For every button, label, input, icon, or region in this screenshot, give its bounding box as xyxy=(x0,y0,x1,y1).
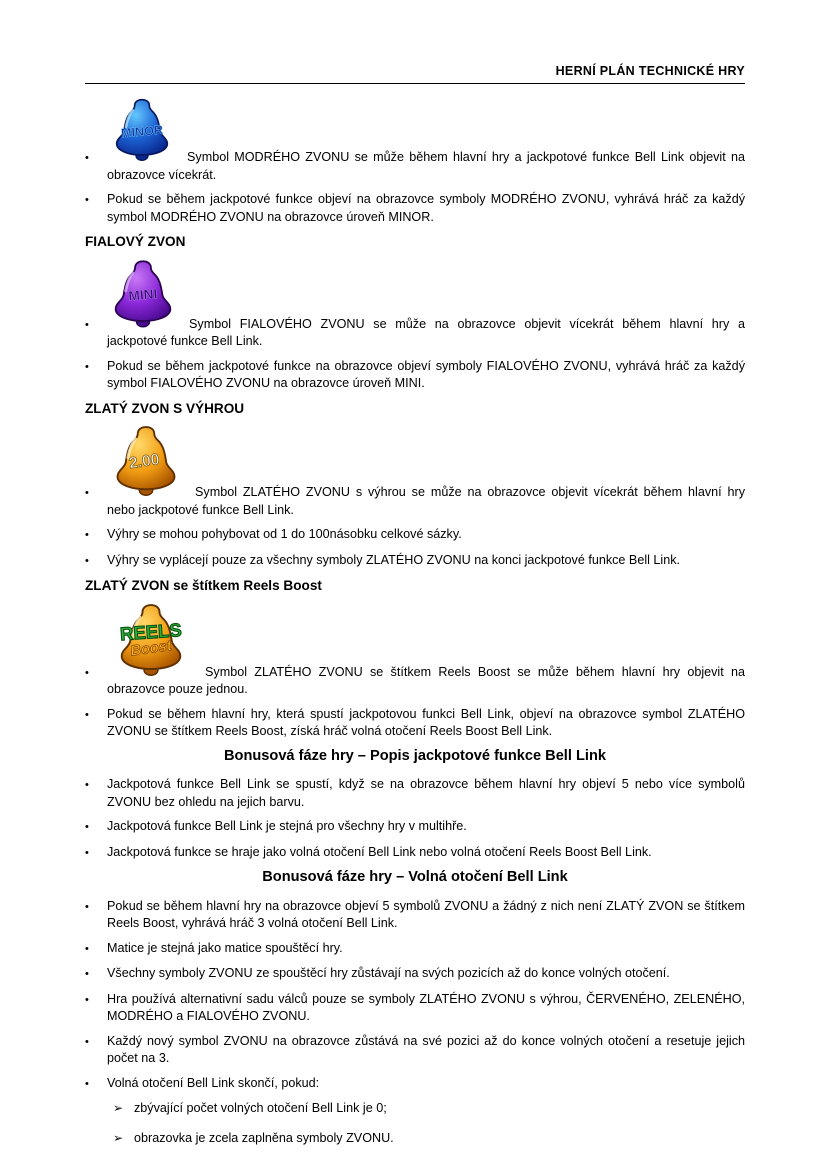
paragraph xyxy=(107,258,745,351)
section-heading: ZLATÝ ZVON se štítkem Reels Boost xyxy=(85,578,322,593)
list-item xyxy=(85,1033,745,1068)
list-item xyxy=(85,358,745,393)
bullet-icon: • xyxy=(85,900,89,913)
paragraph-text: Symbol MODRÉHO ZVONU se může během hlavní hry a jackpotové funkce Bell Link objevit na obrazovce vícekrát. xyxy=(107,150,745,182)
bell-label: MINI xyxy=(127,285,158,304)
header-rule xyxy=(85,83,745,84)
bullet-icon: • xyxy=(85,487,89,499)
paragraph-text: Všechny symboly ZVONU ze spouštěcí hry zůstávají na svých pozicích až do konce volných otočení. xyxy=(107,966,670,980)
list-item xyxy=(85,940,745,959)
list-item xyxy=(85,552,745,571)
bell-label-bottom: Boost xyxy=(129,637,173,660)
list-item xyxy=(85,706,745,741)
bell-label: MINOR xyxy=(120,122,164,141)
list-item xyxy=(85,258,745,351)
list-item xyxy=(85,898,745,933)
paragraph-text: Symbol ZLATÉHO ZVONU s výhrou se může na obrazovce objevit vícekrát během hlavní hry nebo jackpotové funkce Bell Link. xyxy=(107,485,745,517)
paragraph-text: Jackpotová funkce Bell Link se spustí, když se na obrazovce během hlavní hry objeví 5 nebo více symbolů ZVONU bez ohledu na jejich barvu. xyxy=(107,777,745,809)
list-item xyxy=(85,776,745,811)
bullet-icon: • xyxy=(85,779,89,791)
paragraph-text: Volná otočení Bell Link skončí, pokud: xyxy=(107,1075,320,1090)
paragraph-text: obrazovka je zcela zaplněna symboly ZVONU. xyxy=(134,1130,394,1145)
section-heading: ZLATÝ ZVON S VÝHROU xyxy=(85,400,245,416)
page-header xyxy=(85,64,745,84)
section-heading: FIALOVÝ ZVON xyxy=(85,234,186,249)
paragraph-text: Každý nový symbol ZVONU na obrazovce zůstává na své pozici až do konce volných otočení a resetuje jejich počet na 3. xyxy=(107,1033,745,1065)
purple-bell-mini-icon xyxy=(107,258,179,334)
document-content xyxy=(85,97,745,1147)
list-item xyxy=(85,965,745,984)
list-item xyxy=(85,191,745,226)
paragraph xyxy=(107,602,745,699)
bullet-icon: • xyxy=(85,529,89,541)
list-item xyxy=(85,602,745,699)
bell-label-top: REELS xyxy=(119,618,183,644)
arrow-bullet-icon: ➢ xyxy=(113,1130,124,1145)
paragraph-text: Matice je stejná jako matice spouštěcí hry. xyxy=(107,940,343,955)
paragraph xyxy=(107,97,745,184)
paragraph-text: Jackpotová funkce se hraje jako volná otočení Bell Link nebo volná otočení Reels Boost Bell Link. xyxy=(107,844,652,859)
paragraph-text: Pokud se během jackpotové funkce objeví na obrazovce symboly MODRÉHO ZVONU, vyhrává hráč za každý symbol MODRÉHO ZVONU na obrazovce úroveň MINOR. xyxy=(107,192,745,224)
bullet-icon: • xyxy=(85,942,89,955)
bullet-icon: • xyxy=(85,194,89,206)
paragraph-text: Symbol FIALOVÉHO ZVONU se může na obrazovce objevit vícekrát během hlavní hry a jackpotové funkce Bell Link. xyxy=(107,316,745,348)
bullet-icon: • xyxy=(85,993,89,1006)
center-heading: Bonusová fáze hry – Volná otočení Bell Link xyxy=(262,869,568,885)
gold-bell-reels-boost-icon xyxy=(107,602,195,682)
paragraph-text: Jackpotová funkce Bell Link je stejná pro všechny hry v multihře. xyxy=(107,819,467,833)
sub-list-item xyxy=(113,1100,745,1118)
bullet-icon: • xyxy=(85,846,89,859)
bullet-icon: • xyxy=(85,554,89,567)
paragraph-text: Pokud se během jackpotové funkce na obrazovce objeví symboly FIALOVÉHO ZVONU, vyhrává hráč za každý symbol FIALOVÉHO ZVONU na obrazovce úroveň MINI. xyxy=(107,358,745,390)
paragraph-text: Pokud se během hlavní hry na obrazovce objeví 5 symbolů ZVONU a žádný z nich není ZLATÝ ZVON se štítkem Reels Boost, vyhrává hráč 3 volná otočení Bell Link. xyxy=(107,898,745,930)
list-item xyxy=(85,991,745,1026)
arrow-bullet-icon: ➢ xyxy=(113,1101,124,1115)
bullet-icon: • xyxy=(85,1077,89,1090)
paragraph-text: Výhry se mohou pohybovat od 1 do 100násobku celkové sázky. xyxy=(107,527,462,541)
paragraph-text: Symbol ZLATÉHO ZVONU se štítkem Reels Boost se může během hlavní hry objevit na obrazovce pouze jednou. xyxy=(107,664,745,696)
list-item xyxy=(85,97,745,184)
list-item xyxy=(85,526,745,545)
paragraph-text: Hra používá alternativní sadu válců pouze se symboly ZLATÉHO ZVONU s výhrou, ČERVENÉHO, ZELENÉHO, MODRÉHO a FIALOVÉHO ZVONU. xyxy=(107,991,745,1023)
gold-bell-win-icon xyxy=(107,424,185,502)
list-item xyxy=(85,424,745,519)
paragraph-text: zbývající počet volných otočení Bell Link je 0; xyxy=(134,1101,387,1115)
bullet-icon: • xyxy=(85,968,89,980)
center-heading: Bonusová fáze hry – Popis jackpotové funkce Bell Link xyxy=(224,747,606,764)
sub-list-item xyxy=(113,1130,745,1148)
bullet-icon: • xyxy=(85,152,89,164)
bullet-icon: • xyxy=(85,666,89,679)
bell-label: 2.00 xyxy=(127,451,161,473)
list-item xyxy=(85,1075,745,1094)
bullet-icon: • xyxy=(85,360,89,373)
list-item xyxy=(85,818,745,837)
list-item xyxy=(85,844,745,863)
paragraph-text: Výhry se vyplácejí pouze za všechny symboly ZLATÉHO ZVONU na konci jackpotové funkce Bell Link. xyxy=(107,552,681,567)
bullet-icon: • xyxy=(85,318,89,331)
paragraph-text: Pokud se během hlavní hry, která spustí jackpotovou funkci Bell Link, objeví na obrazovce symbol ZLATÉHO ZVONU se štítkem Reels Boost, získá hráč volná otočení Reels Boost Bell Link. xyxy=(107,706,745,738)
paragraph xyxy=(107,424,745,519)
header-title: HERNÍ PLÁN TECHNICKÉ HRY xyxy=(555,64,745,78)
bullet-icon: • xyxy=(85,821,89,833)
bullet-icon: • xyxy=(85,708,89,721)
blue-bell-minor-icon xyxy=(107,97,177,167)
bullet-icon: • xyxy=(85,1035,89,1048)
